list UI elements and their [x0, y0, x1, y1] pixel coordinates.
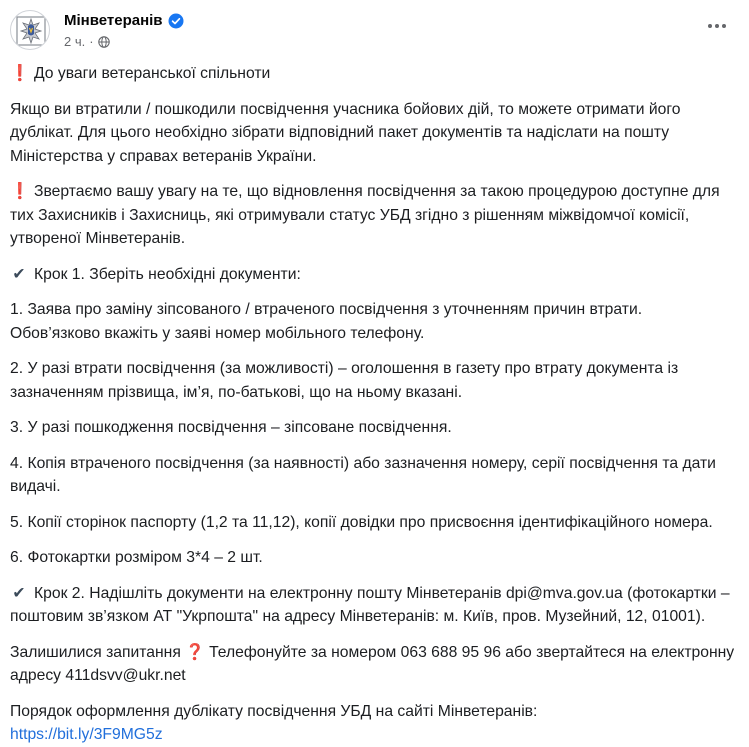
meta-separator: · [89, 34, 94, 49]
list-item: 5. Копії сторінок паспорту (1,2 та 11,12), копії довідки про присвоєння ідентифікаційного номера. [10, 513, 713, 531]
questions-line: Залишилися запитання ❓ Телефонуйте за номером 063 688 95 96 або звертайтеся на електронну адресу 411dsvv@ukr.net [10, 643, 735, 684]
post-body [10, 62, 735, 747]
list-item: 4. Копія втраченого посвідчення (за наявності) або зазначення номеру, серії посвідчення та дати видачі. [10, 454, 716, 495]
list-item: 1. Заява про заміну зіпсованого / втраченого посвідчення з уточненням причин втрати. Обов’язково вкажіть у заяві номер мобільного телефону. [10, 301, 643, 342]
red-exclamation-icon: ❗ [10, 183, 30, 200]
post-meta [64, 34, 110, 49]
post-notice: ❗ Звертаємо вашу увагу на те, що відновлення посвідчення за такою процедурою доступне для тих Захисників і Захисниць, які отримували статус УБД згідно з рішенням міжвідомчої комісії, утвореної Мінветеранів. [10, 180, 735, 251]
post-heading: ❗ До уваги ветеранської спільноти [10, 62, 735, 86]
post-intro: Якщо ви втратили / пошкодили посвідчення учасника бойових дій, то можете отримати його дублікат. Для цього необхідно зібрати відповідний пакет документів та надіслати на пошту Міністерства у справах ветеранів України. [10, 100, 681, 165]
procedure-line: Порядок оформлення дублікату посвідчення УБД на сайті Мінветеранів: https://bit.ly/3F9MG5z [10, 702, 538, 743]
list-item: 6. Фотокартки розміром 3*4 – 2 шт. [10, 549, 263, 566]
list-item: 2. У разі втрати посвідчення (за можливості) – оголошення в газету про втрату документа із зазначенням прізвища, ім’я, по-батькові, що на ньому вказані. [10, 360, 679, 401]
post-time[interactable]: 2 ч. [64, 34, 86, 49]
more-options-icon[interactable] [701, 14, 733, 38]
red-exclamation-icon: ❗ [10, 65, 30, 82]
step-one: ✔ Крок 1. Зберіть необхідні документи: [10, 263, 735, 287]
red-question-icon: ❓ [185, 643, 205, 661]
procedure-link[interactable]: https://bit.ly/3F9MG5z [10, 726, 163, 743]
post-header [10, 10, 739, 56]
author-name[interactable]: Мінветеранів [64, 12, 163, 29]
page-avatar[interactable] [10, 10, 50, 50]
globe-icon[interactable] [98, 36, 110, 48]
ministry-emblem-icon [11, 11, 50, 50]
page-name[interactable] [64, 12, 184, 29]
check-mark-icon: ✔ [12, 584, 26, 602]
step-two: ✔ Крок 2. Надішліть документи на електронну пошту Мінветеранів dpi@mva.gov.ua (фотокартки – поштовим зв’язком АТ "Укрпошта" на адресу Мінветеранів: м. Київ, пров. Музейний, 12, 01001). [10, 582, 735, 629]
list-item: 3. У разі пошкодження посвідчення – зіпсоване посвідчення. [10, 419, 452, 436]
verified-badge-icon [168, 13, 184, 29]
check-mark-icon: ✔ [12, 265, 26, 283]
